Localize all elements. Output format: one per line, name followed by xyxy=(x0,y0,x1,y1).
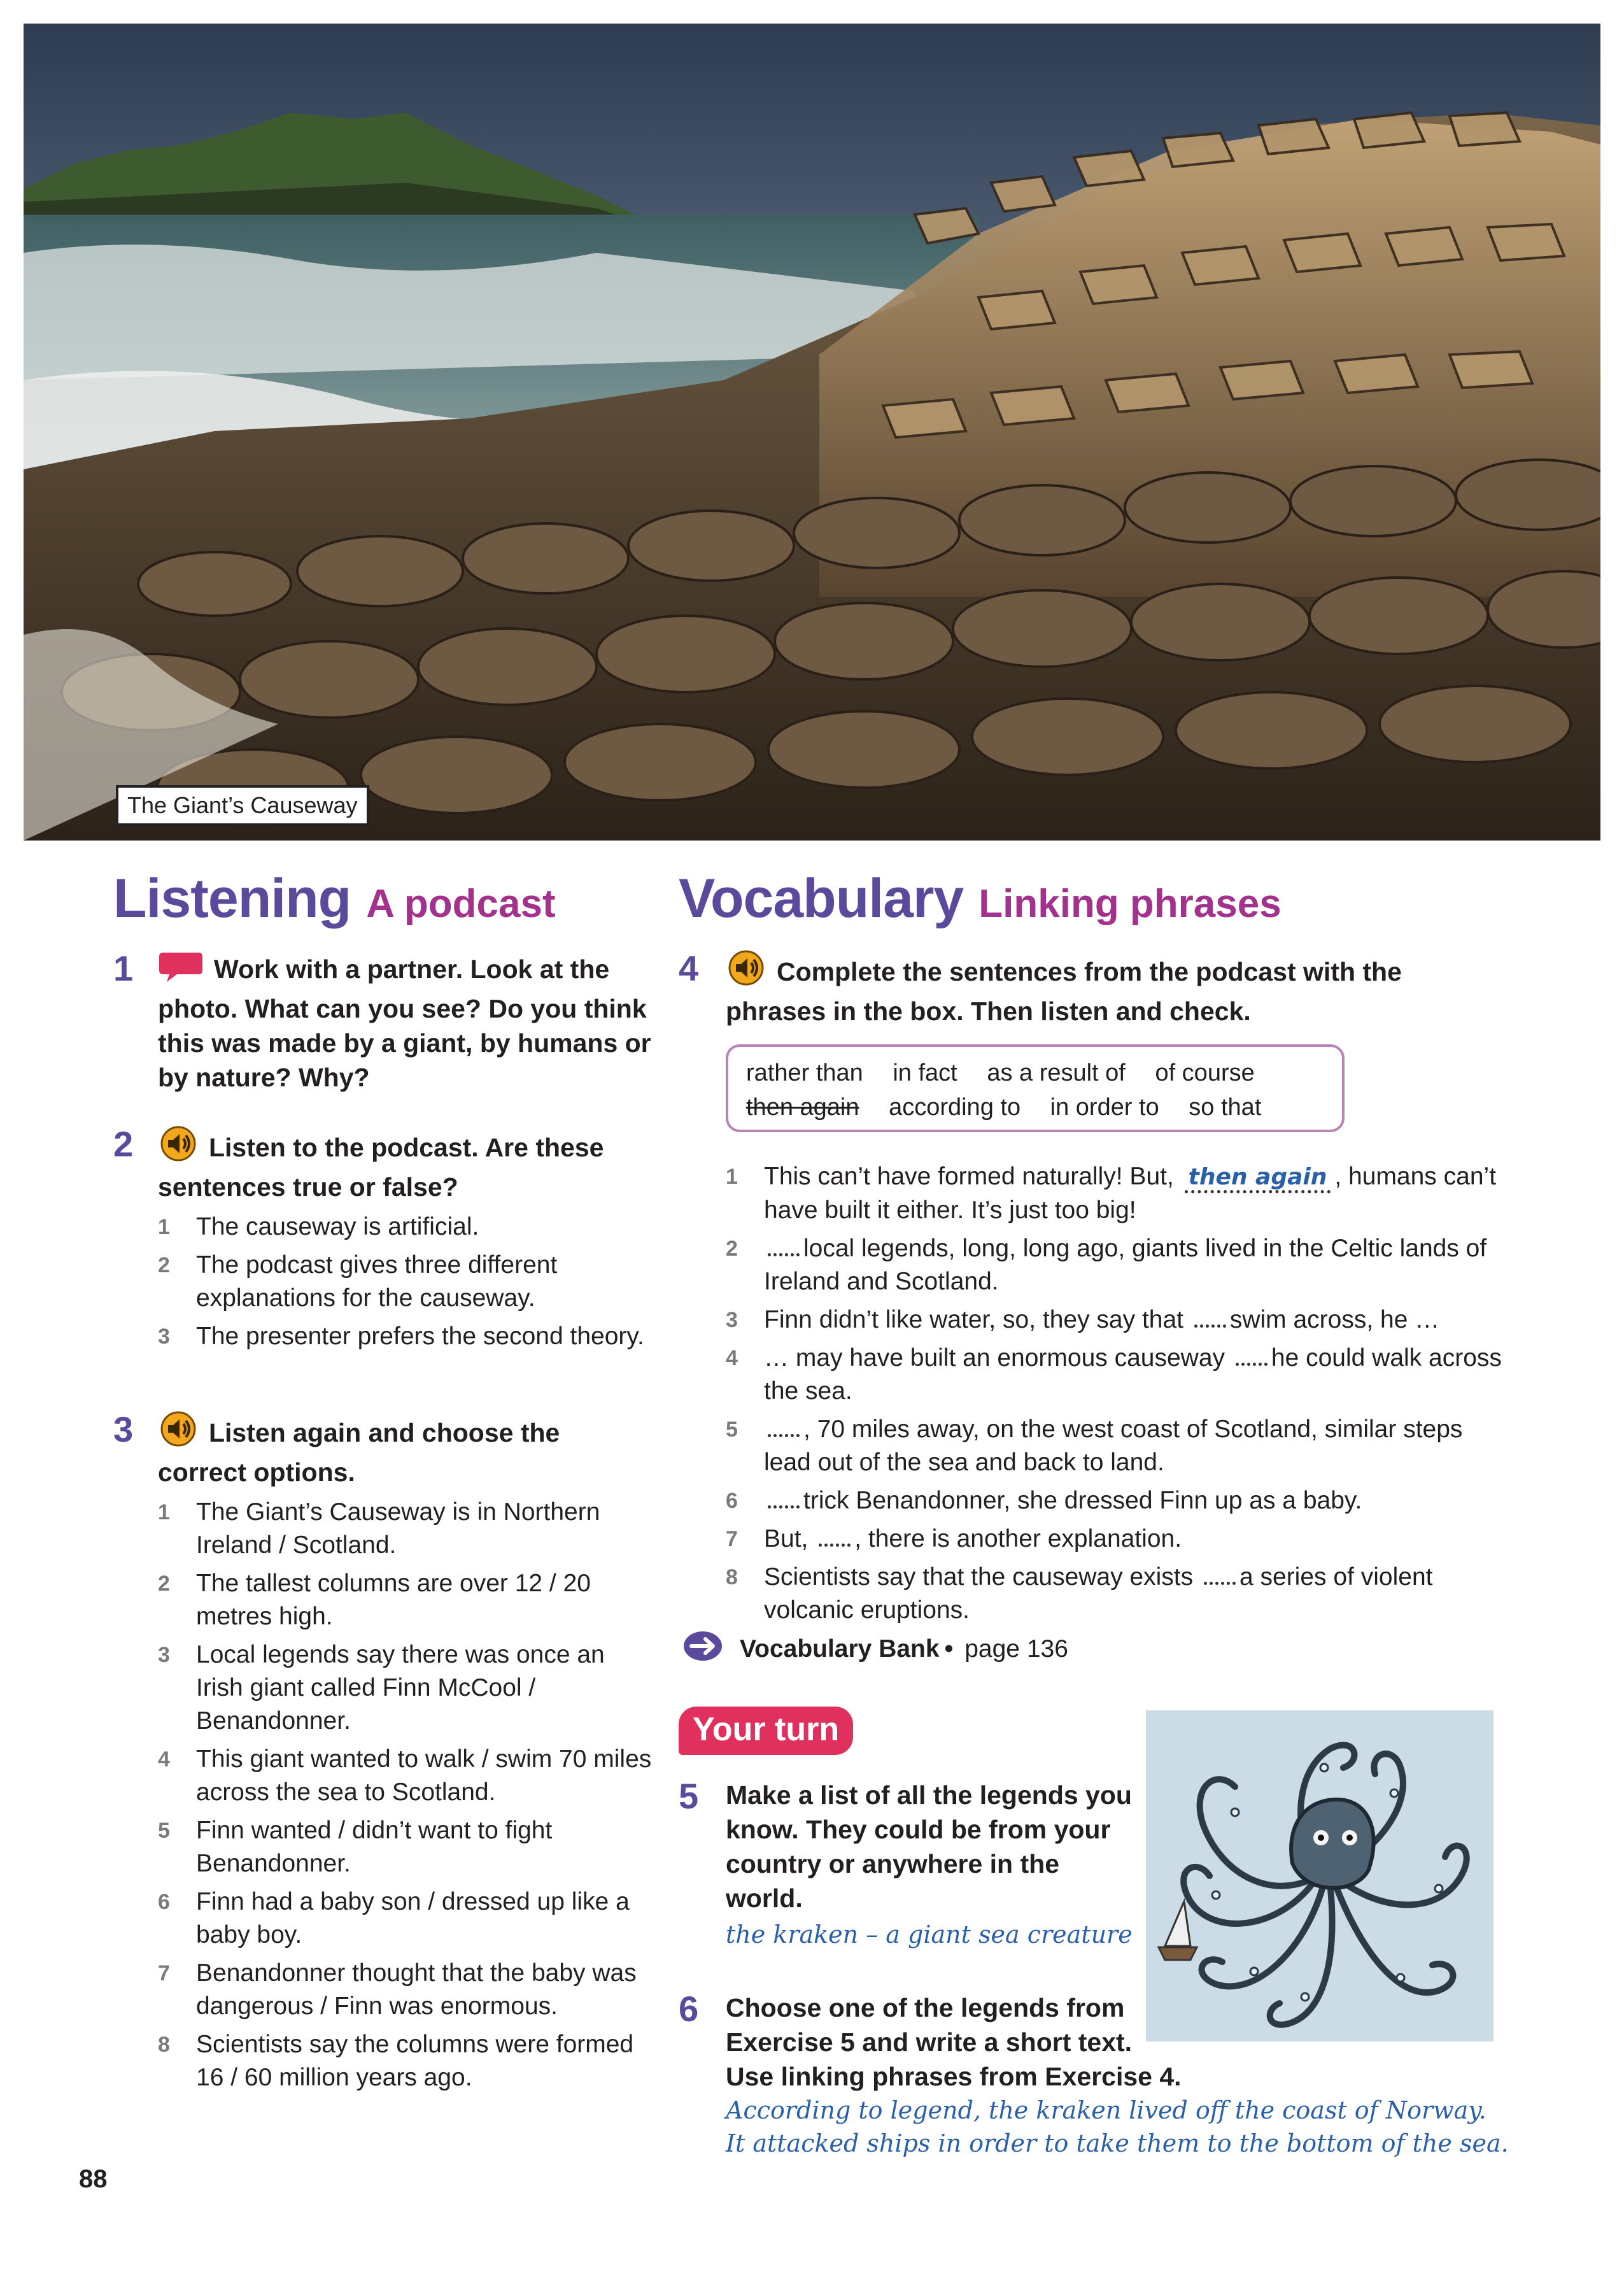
list-item: 1 The causeway is artificial. xyxy=(158,1213,479,1240)
phrase-row xyxy=(746,1056,1324,1090)
list-item: 7 Benandonner thought that the baby was dangerous / Finn was enormous. xyxy=(158,1959,637,2020)
phrase: according to xyxy=(889,1094,1021,1121)
phrase: so that xyxy=(1189,1094,1262,1121)
answer-blank[interactable] xyxy=(768,1425,800,1437)
arrow-right-icon xyxy=(682,1630,723,1668)
list-item: 2 local legends, long, long ago, giants lived in the Celtic lands of Ireland and Scotland. xyxy=(726,1235,1487,1295)
exercise-instruction: Listen to the podcast. Are these sentences true or false? xyxy=(113,1126,654,1204)
answer-blank[interactable] xyxy=(1236,1354,1267,1366)
section-title: Listening xyxy=(113,868,351,929)
example-answer-line: According to legend, the kraken lived off the coast of Norway. xyxy=(726,2096,1486,2124)
answer-options[interactable]: Finn McCool / Benandonner xyxy=(196,1674,536,1735)
answer-blank[interactable] xyxy=(768,1244,800,1256)
exercise-2-list xyxy=(158,1210,654,1353)
speech-bubble-icon xyxy=(158,950,204,991)
answer-blank[interactable] xyxy=(768,1496,800,1509)
answer-options[interactable]: 12 / 20 xyxy=(514,1570,591,1597)
list-item: 3 Local legends say there was once an Irish giant called Finn McCool / Benandonner. xyxy=(158,1641,605,1735)
speaker-audio-icon[interactable] xyxy=(158,1126,199,1170)
vocabulary-bank-link[interactable] xyxy=(682,1630,1068,1668)
example-answer: the kraken – a giant sea creature xyxy=(726,1920,1133,1949)
exercise-3 xyxy=(113,1411,654,2099)
list-item: 4 … may have built an enormous causeway he could walk across the sea. xyxy=(726,1344,1502,1405)
list-item: 6 trick Benandonner, she dressed Finn up as a baby. xyxy=(726,1487,1362,1514)
list-item: 2 The podcast gives three different explanations for the causeway. xyxy=(158,1251,558,1312)
phrase: in fact xyxy=(893,1060,957,1086)
list-item: 1 The Giant’s Causeway is in Northern Ireland / Scotland. xyxy=(158,1498,600,1559)
exercise-1 xyxy=(113,950,654,1095)
page-number: 88 xyxy=(79,2165,108,2193)
list-item: 8 Scientists say the columns were formed 16 / 60 million years ago. xyxy=(158,2031,634,2091)
answer-options[interactable]: the baby was dangerous / Finn was enormous xyxy=(196,1959,637,2020)
phrase-used: then again xyxy=(746,1094,859,1121)
answer-options[interactable]: Ireland / Scotland xyxy=(196,1531,390,1559)
answer-options[interactable]: 16 / 60 xyxy=(196,2064,272,2091)
exercise-number: 4 xyxy=(679,948,699,988)
list-item: 2 The tallest columns are over 12 / 20 metres high. xyxy=(158,1570,591,1630)
exercise-number: 3 xyxy=(113,1409,134,1449)
list-item: 8 Scientists say that the causeway exists a series of violent volcanic eruptions. xyxy=(726,1563,1433,1624)
phrase-box xyxy=(726,1044,1345,1132)
causeway-photo xyxy=(24,24,1600,841)
list-item: 5 , 70 miles away, on the west coast of Scotland, similar steps lead out of the sea and back to land. xyxy=(726,1416,1463,1476)
list-item: 3 Finn didn’t like water, so, they say that swim across, he … xyxy=(726,1306,1440,1333)
section-title: Vocabulary xyxy=(679,868,964,929)
exercise-instruction: Choose one of the legends from Exercise 5 and write a short text. Use linking phrases from Exercise 4. xyxy=(726,1993,1182,2091)
speaker-audio-icon[interactable] xyxy=(158,1411,199,1455)
exercise-instruction: Complete the sentences from the podcast with the phrases in the box. Then listen and check. xyxy=(679,950,1506,1028)
list-item: 5 Finn wanted / didn’t want to fight Benandonner. xyxy=(158,1817,553,1877)
answer-blank[interactable] xyxy=(1194,1316,1226,1328)
vocabulary-heading xyxy=(679,867,1282,930)
exercise-number: 1 xyxy=(113,948,134,988)
speaker-audio-icon[interactable] xyxy=(726,950,766,994)
answer-blank-filled[interactable]: then again xyxy=(1185,1164,1331,1193)
list-item: 6 Finn had a baby son / dressed up like a baby boy. xyxy=(158,1888,630,1949)
kraken-illustration xyxy=(1146,1710,1493,2041)
photo-caption: The Giant’s Causeway xyxy=(116,785,369,826)
listening-heading xyxy=(113,867,556,930)
answer-blank[interactable] xyxy=(1204,1573,1236,1585)
exercise-number: 2 xyxy=(113,1124,134,1164)
list-item: 3 The presenter prefers the second theory. xyxy=(158,1323,644,1350)
exercise-4 xyxy=(679,950,1506,1028)
exercise-instruction: Work with a partner. Look at the photo. What can you see? Do you think this was made by a giant, by humans or by nature? Why? xyxy=(113,950,654,1095)
answer-options[interactable]: walk / swim xyxy=(425,1745,553,1773)
vocabulary-bank-label: Vocabulary Bank xyxy=(740,1635,940,1663)
list-item: 7 But, , there is another explanation. xyxy=(726,1525,1182,1552)
exercise-2 xyxy=(113,1126,654,1358)
exercise-number: 6 xyxy=(679,1989,699,2029)
list-item: 4 This giant wanted to walk / swim 70 miles across the sea to Scotland. xyxy=(158,1745,652,1806)
phrase-row xyxy=(746,1090,1324,1125)
exercise-5 xyxy=(679,1778,1137,1951)
phrase: as a result of xyxy=(987,1060,1126,1086)
bullet: • xyxy=(944,1635,954,1663)
section-subtitle: A podcast xyxy=(366,882,556,926)
phrase: in order to xyxy=(1050,1094,1159,1121)
list-item: 1 This can’t have formed naturally! But, then again , humans can’t have built it either. It’s just too big! xyxy=(726,1163,1497,1224)
vocabulary-bank-page: page 136 xyxy=(964,1635,1068,1663)
exercise-instruction: Make a list of all the legends you know. They could be from your country or anywhere in the world. xyxy=(726,1780,1132,1913)
your-turn-badge: Your turn xyxy=(679,1707,853,1755)
exercise-4-list xyxy=(726,1160,1515,1632)
example-answer-line: It attacked ships in order to take them to the bottom of the sea. xyxy=(726,2129,1509,2157)
exercise-number: 5 xyxy=(679,1776,699,1816)
exercise-instruction: Listen again and choose the correct options. xyxy=(113,1411,654,1489)
answer-options[interactable]: had a baby son / dressed up like a baby boy xyxy=(196,1888,630,1949)
answer-blank[interactable] xyxy=(819,1535,851,1547)
phrase: of course xyxy=(1155,1060,1255,1086)
answer-options[interactable]: wanted / didn’t want xyxy=(251,1817,471,1844)
phrase: rather than xyxy=(746,1060,863,1086)
exercise-3-list xyxy=(158,1496,654,2094)
section-subtitle: Linking phrases xyxy=(978,882,1282,926)
